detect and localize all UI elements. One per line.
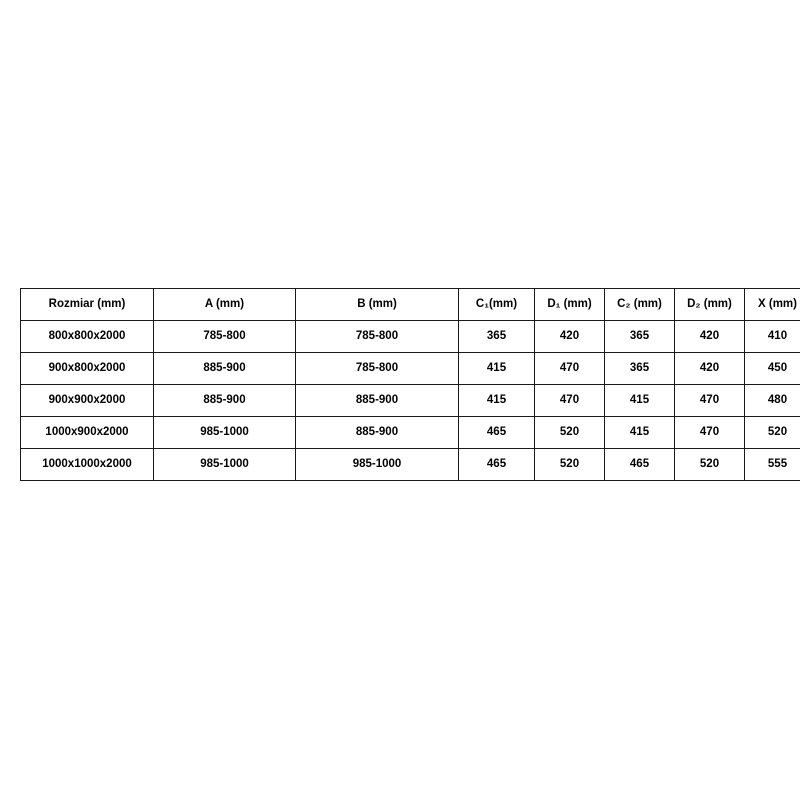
cell-a: 785-800 [154,321,296,353]
specification-table [20,288,800,481]
table-body [21,321,800,481]
column-header-b: B (mm) [296,289,459,321]
table-row [21,353,800,385]
cell-d2: 420 [675,321,745,353]
spec-table-container [20,288,797,481]
cell-x: 520 [745,417,800,449]
cell-rozmiar: 1000x1000x2000 [21,449,154,481]
cell-b: 885-900 [296,385,459,417]
cell-c1: 415 [459,353,535,385]
column-header-d2: D₂ (mm) [675,289,745,321]
cell-d2: 470 [675,385,745,417]
cell-x: 555 [745,449,800,481]
cell-b: 785-800 [296,321,459,353]
cell-b: 985-1000 [296,449,459,481]
cell-d1: 420 [535,321,605,353]
column-header-c2: C₂ (mm) [605,289,675,321]
cell-c2: 365 [605,321,675,353]
cell-x: 410 [745,321,800,353]
cell-c2: 465 [605,449,675,481]
table-row [21,417,800,449]
cell-d1: 520 [535,449,605,481]
table-row [21,385,800,417]
cell-c1: 365 [459,321,535,353]
cell-rozmiar: 900x900x2000 [21,385,154,417]
table-header [21,289,800,321]
cell-a: 885-900 [154,353,296,385]
cell-x: 450 [745,353,800,385]
table-row [21,321,800,353]
column-header-x: X (mm) [745,289,800,321]
cell-b: 785-800 [296,353,459,385]
cell-c1: 465 [459,449,535,481]
table-header-row [21,289,800,321]
cell-d1: 520 [535,417,605,449]
table-row [21,449,800,481]
cell-rozmiar: 900x800x2000 [21,353,154,385]
cell-c2: 415 [605,417,675,449]
cell-d1: 470 [535,385,605,417]
column-header-rozmiar: Rozmiar (mm) [21,289,154,321]
cell-d2: 520 [675,449,745,481]
cell-a: 985-1000 [154,417,296,449]
cell-d2: 470 [675,417,745,449]
cell-x: 480 [745,385,800,417]
cell-c1: 415 [459,385,535,417]
cell-c2: 415 [605,385,675,417]
column-header-a: A (mm) [154,289,296,321]
cell-a: 885-900 [154,385,296,417]
cell-d1: 470 [535,353,605,385]
cell-c1: 465 [459,417,535,449]
cell-c2: 365 [605,353,675,385]
cell-d2: 420 [675,353,745,385]
cell-b: 885-900 [296,417,459,449]
column-header-c1: C₁(mm) [459,289,535,321]
cell-rozmiar: 1000x900x2000 [21,417,154,449]
column-header-d1: D₁ (mm) [535,289,605,321]
cell-rozmiar: 800x800x2000 [21,321,154,353]
cell-a: 985-1000 [154,449,296,481]
